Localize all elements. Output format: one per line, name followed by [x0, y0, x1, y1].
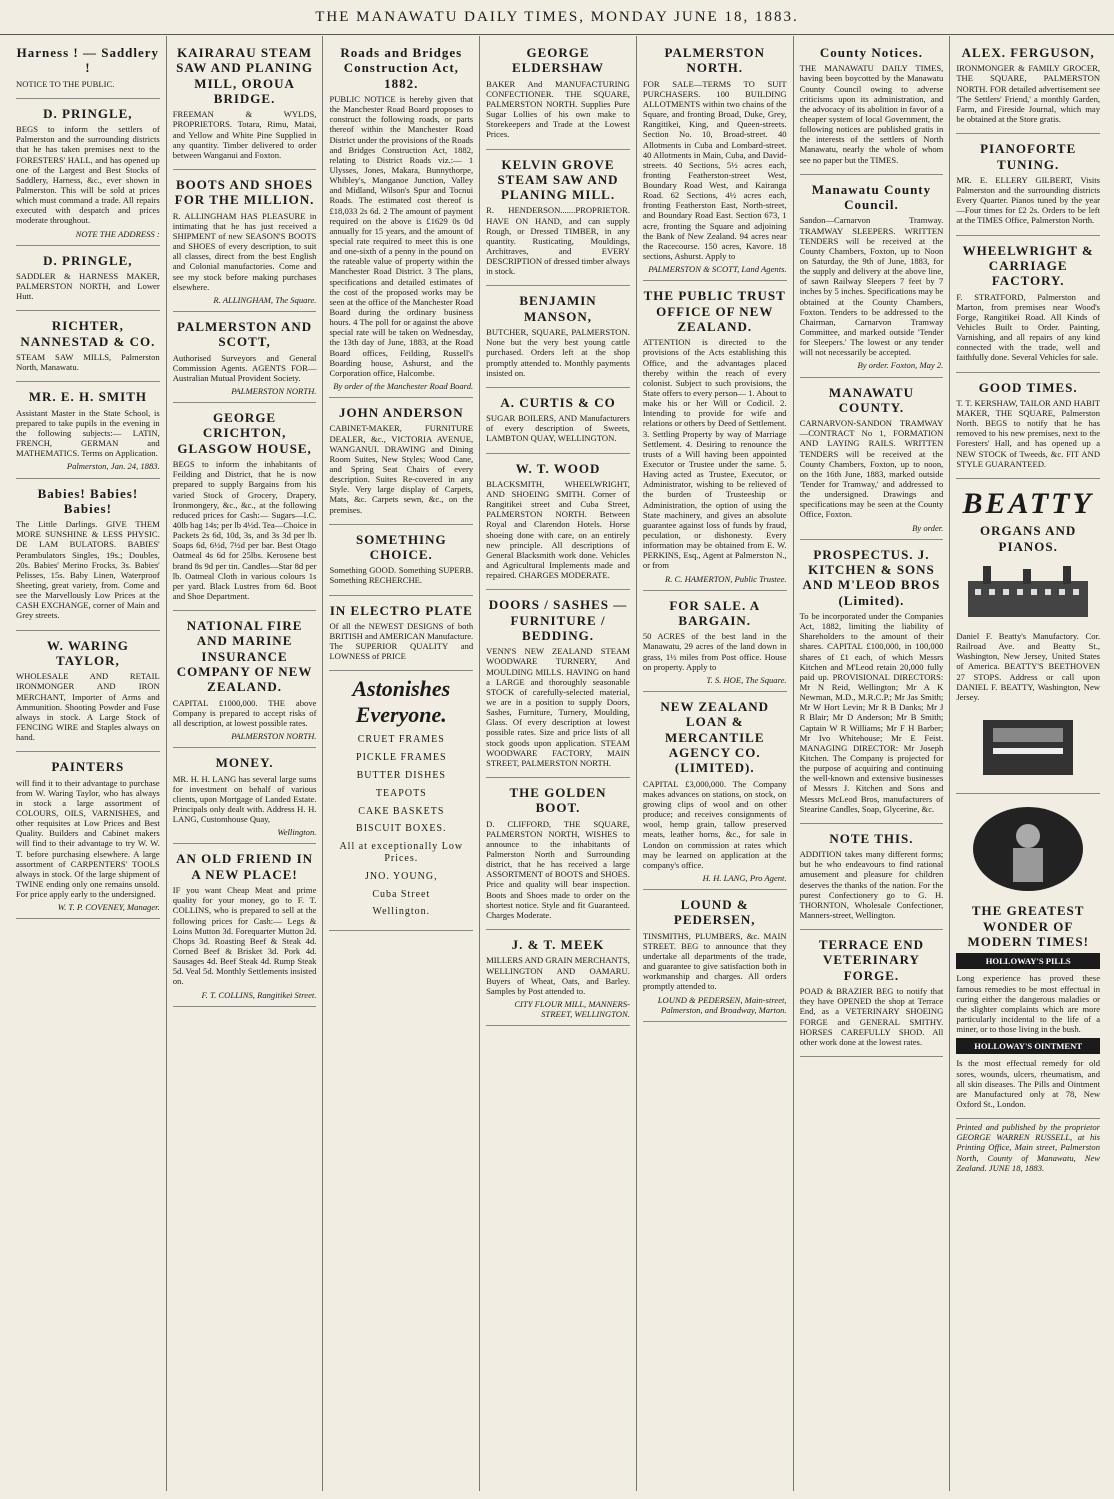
- advertisement: [486, 930, 630, 1026]
- ad-heading: NATIONAL FIRE AND MARINE INSURANCE COMPANY OF NEW ZEALAND.: [176, 618, 313, 695]
- advertisement: [643, 890, 787, 1022]
- advertisement: [643, 591, 787, 692]
- advertisement: [173, 844, 317, 1006]
- ad-signature: R. ALLINGHAM, The Square.: [213, 294, 317, 305]
- ad-heading: TERRACE END VETERINARY FORGE.: [818, 937, 925, 983]
- ad-heading: LOUND & PEDERSEN,: [673, 897, 756, 928]
- electro-plate-ad: [329, 671, 473, 931]
- ad-heading: SOMETHING CHOICE.: [355, 531, 447, 562]
- ad-body: F. STRATFORD, Palmerston and Marton, from premises near Wood's Forge, Rangitikei Road. All Kinds of Vehicles Built to Order. Painting, Varnishing, and all repairs of any kind connected with the trade, well and faithfully done. Several Vehicles for sale.: [956, 291, 1101, 363]
- advertisement: [956, 373, 1100, 479]
- advertisement: [173, 38, 317, 170]
- ad-body: Sandon—Carnarvon Tramway. TRAMWAY SLEEPERS. WRITTEN TENDERS will be received at the County Chambers, Foxton, up to Noon on Saturday, the 9th of June, 1883, for the supply and delivery at the above line, of sawn Railway Sleepers 7 feet by 7 inches by 5 inches. Specifications may be obtained at the County Chambers, Foxton. Tenders to be addressed to the Chairman, Carnarvon Tramway Committee, and marked outside 'Tender for Sleepers.' The lowest or any tender will not necessarily be accepted.: [799, 215, 944, 358]
- advertisement: [173, 748, 317, 844]
- ad-heading: A. CURTIS & CO: [500, 394, 616, 410]
- organs-pianos-heading: ORGANS AND PIANOS.: [980, 523, 1077, 554]
- list-item: TEAPOTS: [375, 787, 427, 799]
- ad-body: R. HENDERSON.......PROPRIETOR. HAVE ON HAND, and can supply Rough, or Dressed TIMBER, in any quantity. Rusticating, Mouldings, Architraves, and EVERY DESCRIPTION of dressed timber always in stock.: [486, 205, 630, 277]
- ad-heading: BENJAMIN MANSON,: [519, 293, 597, 324]
- ad-signature: PALMERSTON NORTH.: [231, 386, 317, 397]
- ad-heading: Babies! Babies! Babies!: [37, 485, 139, 516]
- ad-body: THE MANAWATU DAILY TIMES, having been boycotted by the Manawatu County Council owing to adverse criticisms upon its administration, and the advocacy of its abolition in favor of a cheaper system of local Government, the following notices are published gratis in the interests of the settlers of North Manawatu, nearly the whole of whom see no paper but the TIMES.: [799, 63, 944, 165]
- holloway-emblem-icon: [968, 804, 1088, 894]
- advertisement: [329, 38, 473, 398]
- ad-body: PUBLIC NOTICE is hereby given that the Manchester Road Board proposes to construct the following roads, or parts thereof within the Manchester Road District under the provisions of the Roads and Bridges Construction Act, 1882, relating to District Roads viz.:— 1 Ulysses, Jones, Makara, Bunnythorpe, Whibley's, Manganoe Junction, Valley and Midland, Wilson's Spur and Tocnui Roads. The estimated cost thereof is £18,033 2s 6d. 2 The amount of payment required on the above is £1629 0s 0d annually for 15 years, and the amount of special rate required to meet this is one and one-sixth of a penny in the pound on the rateable value of property within the Manchester Road District. 3 The plans, specifications and detailed estimates of the cost of the proposed works may be seen at the office of the Manchester Road Board during the ordinary business hours. 4 The poll for or against the above special rate will be taken on Wednesday, the 13th day of June, 1883, at the Road Board offices, Feilding, Russell's Boarding house, Ashurst, and the Corporation office, Halcombe.: [329, 93, 474, 378]
- ad-body: BEGS to inform the settlers of Palmerston and the surrounding districts that he has taken premises next to the FORESTERS' HALL, and has opened up one of the Largest and Best Stocks of Saddlery, Harness, &c., ever shown in Palmerston. This will be sold at prices which must command a trade. All repairs executed with despatch and prices moderate throughout.: [16, 124, 160, 226]
- plate-tail: [329, 841, 473, 918]
- ad-body: 50 ACRES of the best land in the Manawatu, 29 acres of the land down in grass, 1½ miles from Post office. House on property. Apply to: [642, 631, 787, 672]
- ad-heading: Manawatu County Council.: [811, 181, 932, 213]
- advertisement: [173, 403, 317, 611]
- ad-signature: NOTE THE ADDRESS :: [75, 228, 160, 239]
- advertisement: [16, 631, 160, 753]
- ad-body: ADDITION takes many different forms; but he who endeavours to find rational amusement and pleasure for children deserves the thanks of the nation. For the purest Confectionery go to G. H. THORNTON, Wholesale Confectioner, Manners-street, Wellington.: [799, 849, 944, 920]
- column-2: [166, 36, 323, 1491]
- list-item: JNO. YOUNG,: [365, 870, 438, 882]
- ad-body: CABINET-MAKER, FURNITURE DEALER, &c., VICTORIA AVENUE, WANGANUI. DRAWING and Dining Room Suites, New Styles; Wood Cane, and Spring Seat Chairs of every description. Suites Re-covered in any Style. Very large display of Carpets, Mats, &c. Carpets sewn, &c., on the premises.: [329, 423, 474, 515]
- ad-heading: GEORGE ELDERSHAW: [511, 45, 605, 76]
- ad-signature: PALMERSTON NORTH.: [231, 731, 317, 742]
- list-item: All at exceptionally Low Prices.: [339, 841, 464, 864]
- column-6: [793, 36, 950, 1491]
- ad-body: BAKER And MANUFACTURING CONFECTIONER. THE SQUARE, PALMERSTON NORTH. Supplies Pure Sugar Lollies of his own make to Storekeepers and Trade at the Lowest Prices.: [486, 78, 630, 140]
- ad-heading: PALMERSTON AND SCOTT,: [176, 318, 313, 350]
- ad-signature: CITY FLOUR MILL, MANNERS-STREET, WELLINGTON.: [514, 998, 630, 1020]
- ad-signature: By order of the Manchester Road Board.: [333, 380, 474, 391]
- ad-heading: WHEELWRIGHT & CARRIAGE FACTORY.: [962, 242, 1094, 289]
- advertisement: [800, 175, 944, 378]
- ad-heading: PALMERSTON NORTH.: [664, 45, 765, 76]
- advertisement: [486, 286, 630, 387]
- ad-signature: T. S. HOE, The Square.: [706, 674, 787, 685]
- ad-heading: DOORS / SASHES — FURNITURE / BEDDING.: [488, 597, 628, 643]
- ad-heading: MR. E. H. SMITH: [28, 389, 147, 405]
- ad-body: Of all the NEWEST DESIGNS of both BRITISH and AMERICAN Manufacture. The SUPERIOR QUALITY and LOWNESS of PRICE: [329, 620, 474, 662]
- ad-body: The Little Darlings. GIVE THEM MORE SUNSHINE & LESS PHYSIC. DE LAM BULATORS. BABIES' Perambulators Singles, 19s.; Doubles, 20s. Babies' Merino Frocks, 3s. Babies' Pelisses, 15s. Baby Linen, Waterproof Sheeting, great variety, from. Come and see the Marvellously Low Prices at the CASH EXCHANGE, corner of Main and Grey streets.: [16, 519, 160, 621]
- beatty-body: Daniel F. Beatty's Manufactory. Cor. Railroad Ave. and Beatty St., Washington, New Jersey, United States of America. BEATTY'S BEETHOVEN 27 STOPS. Address or call upon DANIEL F. BEATTY, Washington, New Jersey.: [956, 631, 1101, 702]
- ad-heading: THE PUBLIC TRUST OFFICE OF NEW ZEALAND.: [643, 288, 786, 334]
- ad-body: IF you want Cheap Meat and prime quality for your money, go to F. T. COLLINS, who is prepared to sell at the following prices for Cash:— Legs & Loins Mutton 3d. Forequarter Mutton 2d. Chops 3d. Roasting Beef & Steak 4d. Corned Beef & Brisket 3d. Pork 4d. Sausages 4d. Beef Steak 4d. Rump Steak 5d. Veal 5d. Monthly Settlements insisted on.: [172, 885, 317, 987]
- ad-body: SUGAR BOILERS, AND Manufacturers of every description of Sweets, LAMBTON QUAY, WELLINGTON.: [486, 413, 630, 444]
- ad-body: NOTICE TO THE PUBLIC.: [16, 78, 115, 89]
- advertisement: [16, 382, 160, 478]
- ad-body: R. ALLINGHAM HAS PLEASURE in intimating that he has just received a SHIPMENT of new SEASON'S BOOTS and SHOES of every description, to suit all classes, direct from the best English and Colonial manufactories. Come and see my stock before making purchases elsewhere.: [172, 210, 317, 292]
- ad-heading: Harness ! — Saddlery !: [16, 45, 160, 76]
- advertisement: [16, 311, 160, 382]
- advertisement: [329, 596, 473, 672]
- advertisement: [800, 378, 944, 540]
- advertisement: [800, 930, 944, 1057]
- ad-signature: Wellington.: [277, 827, 317, 838]
- ad-body: POAD & BRAZIER BEG to notify that they have OPENED the shop at Terrace End, as a VETERINARY SHOEING FORGE and GENERAL SMITHY. HORSES CAREFULLY SHOD. All other work done at the lowest rates.: [799, 986, 944, 1047]
- ad-heading: JOHN ANDERSON: [338, 405, 464, 421]
- ad-body: TINSMITHS, PLUMBERS, &c. MAIN STREET. BEG to announce that they undertake all departments of the trade, and guarantee to give satisfaction both in workmanship and charges. All orders promptly attended to.: [642, 930, 787, 992]
- ad-heading: KAIRARAU STEAM SAW AND PLANING MILL, OROUA BRIDGE.: [176, 45, 313, 106]
- ad-signature: LOUND & PEDERSEN, Main-street, Palmerston, and Broadway, Marton.: [657, 994, 787, 1015]
- ad-signature: By order. Foxton, May 2.: [857, 360, 944, 371]
- list-item: BUTTER DISHES: [356, 769, 446, 781]
- newspaper-columns: [10, 36, 1106, 1491]
- advertisement: [956, 38, 1100, 134]
- column-5: [636, 36, 793, 1491]
- advertisement: [173, 611, 317, 748]
- advertisement: [486, 388, 630, 454]
- ad-body: CARNARVON-SANDON TRAMWAY—CONTRACT No 1, FORMATION AND LAYING RAILS. WRITTEN TENDERS will be received at the County Chambers, Foxton, up to noon, on the 16th June, 1883, marked outside 'Tender for Tramway,' and addressed to the undersigned. Drawings and specifications may be seen at the County Office, Foxton.: [799, 418, 944, 520]
- column-3: [322, 36, 479, 1491]
- ad-body: BUTCHER, SQUARE, PALMERSTON. None but the very best young cattle purchased. Orders left at the shop promptly attended to. Monthly payments insisted on.: [486, 327, 630, 378]
- ad-body: T. T. KERSHAW, TAILOR AND HABIT MAKER, THE SQUARE, Palmerston North. BEGS to notify that he has removed to his new premises, next to the Foresters' Hall, and has opened up a NEW STOCK of Tweeds, &c. FIT AND STYLE GUARANTEED.: [956, 397, 1101, 469]
- ad-heading: MONEY.: [215, 755, 274, 771]
- holloway-ointment-heading: HOLLOWAY'S OINTMENT: [956, 1038, 1100, 1054]
- advertisement: [486, 150, 630, 287]
- ad-heading: County Notices.: [819, 45, 923, 60]
- holloway-ad: [956, 794, 1100, 1119]
- ad-body: STEAM SAW MILLS, Palmerston North, Manawatu.: [16, 352, 160, 373]
- ad-body: IRONMONGER & FAMILY GROCER, THE SQUARE, PALMERSTON NORTH. FOR detailed advertisement see 'The Settlers' Friend,' a monthly Garden, Farm, and Fireside Journal, which may be obtained at the Store gratis.: [956, 63, 1101, 125]
- ad-heading: IN ELECTRO PLATE: [329, 602, 473, 618]
- factory-illustration-icon: [963, 561, 1093, 621]
- ad-body: MR. E. ELLERY GILBERT, Visits Palmerston and the surrounding districts Every Quarter. Pianos tuned by the year—Four times for £2 2s. Orders to be left at the TIMES Office, Palmerston North.: [956, 174, 1101, 226]
- list-item: Wellington.: [372, 906, 431, 918]
- plate-items: [329, 734, 473, 835]
- advertisement: [643, 281, 787, 590]
- advertisement: [486, 590, 630, 778]
- astonishes-headline: Astonishes Everyone.: [352, 676, 451, 728]
- ad-heading: THE GOLDEN BOOT.: [509, 784, 607, 816]
- ad-body: CAPITAL £3,000,000. The Company makes advances on stations, on stock, on growing clips of wool and on other produce; and receives consignments of wool, hemp grain, tallow preserved meats, leather horns, &c., for sale in London on commission at rates which may be learned on application at the company's office.: [642, 778, 787, 870]
- ad-heading: NEW ZEALAND LOAN & MERCANTILE AGENCY CO. (LIMITED).: [660, 699, 770, 776]
- ad-signature: By order.: [912, 522, 944, 533]
- ad-body: will find it to their advantage to purchase from W. Waring Taylor, who has always in stock a large assortment of COLOURS, OILS, VARNISHES, and other requisites at Low Prices and Best Quality. Builders and Cabinet makers will find to their advantage to try W. W. T. before purchasing elsewhere. A large assortment of CARPENTERS' TOOLS always in stock. Of the large shipment of TWINE ending only one remains unsold. For price apply early to the undersigned.: [16, 777, 160, 900]
- list-item: CAKE BASKETS: [358, 805, 445, 817]
- advertisement: [173, 312, 317, 403]
- wonder-heading: THE GREATEST WONDER OF MODERN TIMES!: [967, 903, 1089, 949]
- ad-signature: Palmerston, Jan. 24, 1883.: [66, 461, 160, 472]
- advertisement: [956, 236, 1100, 373]
- ad-heading: FOR SALE. A BARGAIN.: [669, 597, 761, 629]
- organ-illustration-icon: [973, 710, 1083, 780]
- advertisement: [16, 99, 160, 246]
- holloway-ointment-body: Is the most effectual remedy for old sores, wounds, ulcers, rheumatism, and all skin diseases. The Pills and Ointment are Manufactured only at 78, New Oxford St., London.: [956, 1058, 1101, 1109]
- ad-signature: F. T. COLLINS, Rangitikei Street.: [201, 989, 317, 1000]
- advertisement: [800, 824, 944, 930]
- advertisement: [173, 170, 317, 312]
- ad-signature: H. H. LANG, Pro Agent.: [702, 872, 787, 883]
- column-4: [479, 36, 636, 1491]
- column-3-ads: [329, 38, 473, 671]
- ad-body: FREEMAN & WYLDS, PROPRIETORS. Totara, Rimu, Matai, and Yellow and White Pine Supplied in any quantity. Timber delivered to order between Wanganui and Foxton.: [172, 109, 317, 160]
- ad-heading: ALEX. FERGUSON,: [961, 45, 1095, 60]
- ad-body: CAPITAL £1000,000. THE above Company is prepared to accept risks of all description, at lowest possible rates.: [172, 697, 317, 729]
- ad-signature: R. C. HAMERTON, Public Trustee.: [665, 573, 787, 584]
- advertisement: [329, 525, 473, 596]
- advertisement: [800, 540, 944, 824]
- advertisement: [956, 134, 1100, 235]
- ad-heading: PROSPECTUS. J. KITCHEN & SONS AND M'LEOD BROS (Limited).: [802, 546, 941, 608]
- ad-heading: BOOTS AND SHOES FOR THE MILLION.: [174, 177, 315, 208]
- holloway-pills-body: Long experience has proved these famous remedies to be most effectual in curing either the dangerous maladies or the slighter complaints which are more particularly incidental to the life of a miner, or to those living in the bush.: [956, 973, 1101, 1035]
- ad-body: SADDLER & HARNESS MAKER, PALMERSTON NORTH, and Lower Hutt.: [16, 271, 160, 302]
- ad-body: ATTENTION is directed to the provisions of the Acts establishing this Office, and the advantages placed thereby within the reach of every colonist. Subject to such provisions, the State offers to every person— 1. About to make his or her Will or Codicil. 2. Intending to provide for wife and relations or others by Deed of Settlement. 3. Settling Property by way of Marriage Settlement. 4. Desiring to renounce the trusts of a Will having been appointed Executor or Trustee under the same. 5. Having acted as Trustee, Executor, or Administrator, wishing to be relieved of the burden of Trusteeship or Administration, the option of using the State machinery, and gives an absolute guarantee against loss of funds by fraud, peculation, or dishonesty. Every information may be obtained from E. W. PERKINS, Esq., Agent at Palmerston N., or from: [642, 337, 787, 571]
- list-item: CRUET FRAMES: [357, 734, 445, 746]
- ad-body: WHOLESALE AND RETAIL IRONMONGER AND IRON MERCHANT, Importer of Arms and Ammunition. Shooting Powder and Fuse always in stock. A Large Stock of FENCING WIRE and Staples always on hand.: [16, 671, 160, 743]
- list-item: PICKLE FRAMES: [356, 752, 447, 764]
- ad-body: BLACKSMITH, WHEELWRIGHT, AND SHOEING SMITH. Corner of Rangitikei street and Cuba Street, PALMERSTON NORTH. Between Royal and Clarendon Hotels. Horse shoeing done with care, on an entirely new principle. All descriptions of General Blacksmith work done. Vehicles and Agricultural Implements made and repaired. CHARGES MODERATE.: [486, 478, 630, 581]
- ad-heading: PAINTERS: [51, 759, 125, 775]
- ad-body: D. CLIFFORD, THE SQUARE, PALMERSTON NORTH, WISHES to announce to the inhabitants of Palmerston North and Surrounding district, that he has received a large ASSORTMENT of BOOTS and SHOES. Price and quality will bear inspection. Boots and Shoes made to order on the shortest notice. Style and fit Guaranteed. Charges Moderate.: [486, 818, 630, 920]
- ad-body: MILLERS AND GRAIN MERCHANTS, WELLINGTON AND OAMARU. Buyers of Wheat, Oats, and Barley. Samples by Post attended to.: [486, 955, 630, 996]
- ad-heading: D. PRINGLE,: [43, 105, 133, 121]
- ad-heading: NOTE THIS.: [829, 830, 914, 846]
- advertisement: [486, 778, 630, 930]
- ad-body: Something GOOD. Something SUPERB. Something RECHERCHE.: [329, 565, 474, 586]
- ad-heading: RICHTER, NANNESTAD & CO.: [20, 318, 156, 349]
- advertisement: [486, 454, 630, 591]
- ad-heading: W. WARING TAYLOR,: [46, 637, 129, 668]
- advertisement: [16, 38, 160, 99]
- ad-heading: D. PRINGLE,: [43, 252, 133, 268]
- ad-heading: PIANOFORTE TUNING.: [980, 141, 1077, 172]
- masthead: THE MANAWATU DAILY TIMES, MONDAY JUNE 18, 1883.: [0, 0, 1114, 35]
- advertisement: [486, 38, 630, 150]
- ad-heading: J. & T. MEEK: [511, 937, 605, 953]
- advertisement: [16, 752, 160, 919]
- advertisement: [643, 692, 787, 890]
- list-item: BISCUIT BOXES.: [356, 823, 447, 835]
- beatty-logo-text: BEATTY: [962, 486, 1094, 520]
- ad-heading: AN OLD FRIEND IN A NEW PLACE!: [176, 851, 314, 882]
- ad-heading: Roads and Bridges Construction Act, 1882.: [340, 45, 463, 91]
- advertisement: [329, 398, 473, 525]
- ad-heading: GEORGE CRICHTON, GLASGOW HOUSE,: [177, 410, 312, 456]
- holloway-pills-heading: HOLLOWAY'S PILLS: [956, 953, 1100, 969]
- ad-signature: W. T. P. COVENEY, Manager.: [57, 902, 160, 913]
- ad-heading: KELVIN GROVE STEAM SAW AND PLANING MILL.: [497, 156, 619, 203]
- ad-body: MR. H. H. LANG has several large sums for investment on behalf of various clients, upon Mortgage of Landed Estate. Principals only dealt with. Address H. H. LANG, Customhouse Quay,: [172, 773, 317, 825]
- ad-body: FOR SALE—TERMS TO SUIT PURCHASERS. 100 BUILDING ALLOTMENTS within two chains of the Square, and fronting Broad, Duke, Grey, Rangitikei, King, and Queen-streets. Section No. 10, Broad-street. 40 Allotments in Cuba and Lombard-street. 40 Allotments in Main, Cuba, and David-streets. 40 Sections, 5½ acres each, fronting Featherston-street West, Boundary Road West, and Kairanga Road. 62 Sections, 4½ acres each, fronting Featherston East, North-street, and Boundary Road East. Section 673, 1 acre, fronting the Square and adjoining the Bank of New Zealand. 94 acres near the Racecourse. 150 acres, Kavore. 18 sections, Ashurst. Apply to: [642, 78, 787, 262]
- ad-body: Authorised Surveyors and General Commission Agents. AGENTS FOR—Australian Mutual Provident Society.: [172, 352, 317, 383]
- ad-heading: MANAWATU COUNTY.: [828, 384, 914, 415]
- advertisement: [643, 38, 787, 281]
- advertisement: [800, 38, 944, 175]
- imprint-footer: Printed and published by the proprietor GEORGE WARREN RUSSELL, at his Printing Office, Main street, Palmerston North, County of Manawatu, New Zealand. JUNE 18, 1883.: [956, 1122, 1101, 1173]
- list-item: Cuba Street: [372, 888, 431, 900]
- column-7: [949, 36, 1106, 1491]
- ad-body: BEGS to inform the inhabitants of Feilding and District, that he is now prepared to supply Bargains from his varied Stock of Grocery, Drapery, Ironmongery, &c., &c., at the following reduced prices for Cash:— Sugars—I.C. 40lb bag 14s; per lb 4½d. Tea—Choice in Packets 2s 6d, 10d, 3s, and 3s 3d per lb. Soaps 6d, 6½d, 7½d per bar. Best Otago Oatmeal 4s 6d for 25lbs. Kerosene best brand 8s 9d per tin. Candles—Star 8d per lb. Oatmeal Cloth in various colours 1s per yard. Black Lustres from 6d. Boot and Shoe Department.: [172, 459, 317, 601]
- column-1: [10, 36, 166, 1491]
- column-7-ads: [956, 38, 1100, 479]
- ad-heading: GOOD TIMES.: [978, 379, 1078, 395]
- ad-body: To be incorporated under the Companies Act, 1882, limiting the liability of Shareholders to the amount of their shares. CAPITAL £100,000, in 100,000 shares of £1 each, of which Messrs Kitchen and M'Leod retain 20,000 fully paid up. PROVISIONAL DIRECTORS: Mr N Reid, Wellington; Mr A K Newman, M.D., M.R.C.P.; Mr Jas Smith; Mr W Hort Levin; Mr R B Danks; Mr J R Blair; Mr D Anderson; Mr B Smith; Captain W R Williams; Mr F H Barber; Mr Ivo Whitehouse; Mr E Feist. MANAGING DIRECTOR: Mr Joseph Kitchen. The Company is projected for the purpose of acquiring and continuing the well-known and extensive businesses of Messrs J. Kitchen and Sons and Messrs McLeod Bros, manufacturers of Stearine Candles, Soap, Glycerine, &c.: [799, 611, 944, 814]
- beatty-organs-ad: [956, 479, 1100, 794]
- ad-signature: PALMERSTON & SCOTT, Land Agents.: [648, 264, 787, 275]
- ad-body: Assistant Master in the State School, is prepared to take pupils in the evening in the following subjects:— LATIN, FRENCH, GERMAN and MATHEMATICS. Terms on Application.: [16, 407, 160, 459]
- ad-heading: W. T. WOOD: [515, 460, 601, 476]
- ad-body: VENN'S NEW ZEALAND STEAM WOODWARE TURNERY, And MOULDING MILLS. HAVING on hand a LARGE and thoroughly seasonable STOCK of carefully-selected material, we are in a position to supply Doors, Sashes, Furniture, Turnery, Moulding, Glass. Of every description at lowest possible rates. Size and price lists of all stock goods upon application. STEAM WOODWARE FACTORY, MAIN STREET, PALMERSTON NORTH.: [486, 646, 630, 768]
- advertisement: [16, 246, 160, 312]
- advertisement: [16, 479, 160, 631]
